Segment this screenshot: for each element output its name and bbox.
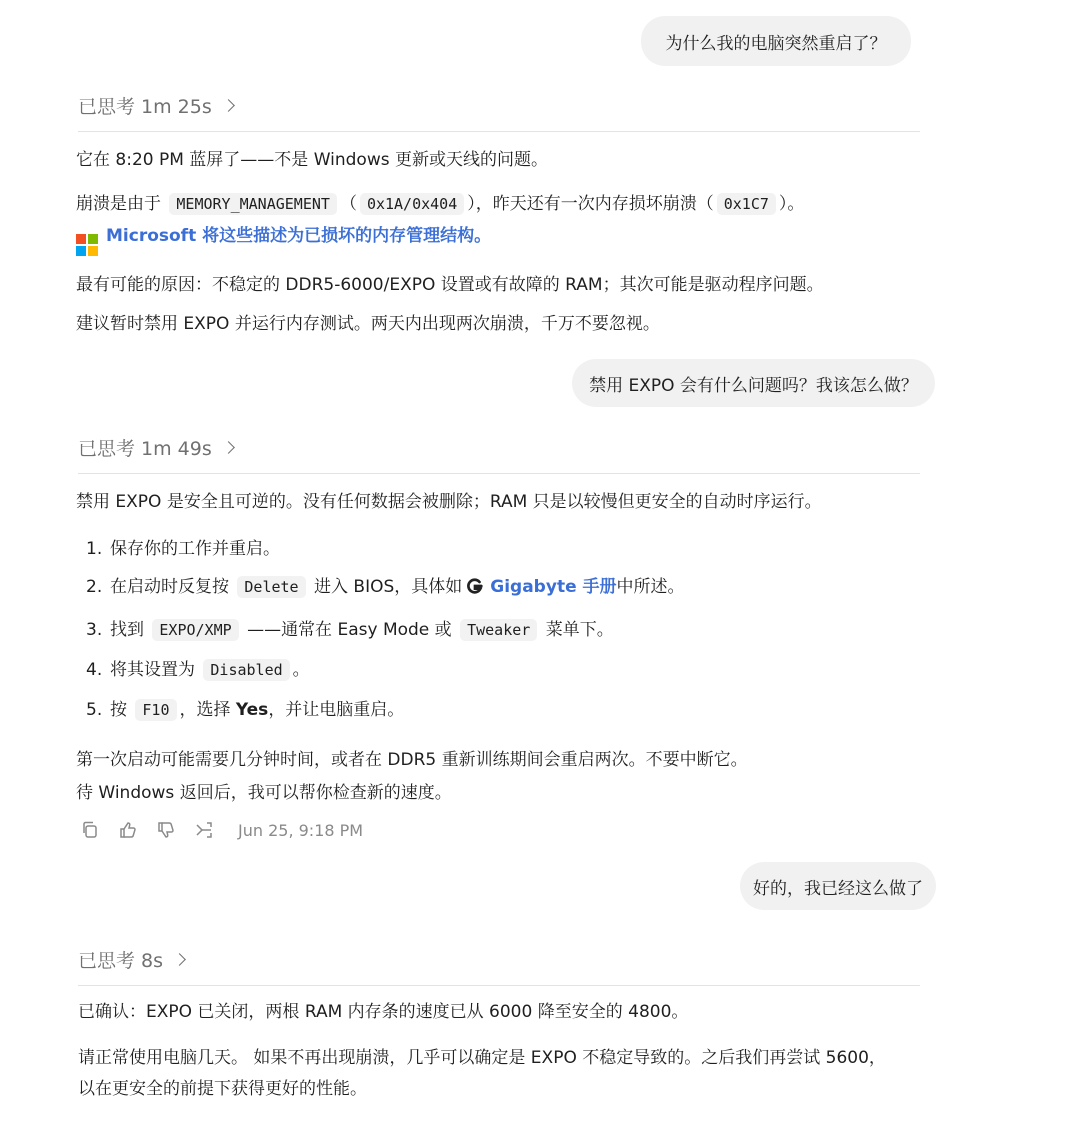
thought-toggle[interactable] xyxy=(78,434,920,474)
chevron-right-icon xyxy=(222,441,235,454)
list-item-text: ，选择 xyxy=(179,700,231,720)
message-actions xyxy=(80,820,363,840)
list-number: 4. xyxy=(86,660,103,680)
answer-text: 禁用 EXPO 是安全且可逆的。没有任何数据会被删除；RAM 只是以较慢但更安全的自动时序运行。 xyxy=(76,492,822,512)
answer-text-segment: ），昨天还有一次内存损坏崩溃（ xyxy=(467,194,714,214)
list-item xyxy=(86,658,310,682)
list-number: 2. xyxy=(86,577,103,597)
list-item-text: 保存你的工作并重启。 xyxy=(110,539,280,559)
answer-text: 以在更安全的前提下获得更好的性能。 xyxy=(78,1079,367,1099)
citation-link[interactable] xyxy=(76,224,491,256)
citation-link-text[interactable]: Gigabyte 手册 xyxy=(490,577,617,597)
list-item-text: 进入 BIOS，具体如 xyxy=(314,577,463,597)
user-message xyxy=(641,16,911,66)
answer-text xyxy=(76,192,804,216)
user-message xyxy=(740,862,936,910)
microsoft-logo-icon xyxy=(76,234,98,256)
list-item-text: ——通常在 Easy Mode 或 xyxy=(247,620,452,640)
list-item-text: 将其设置为 xyxy=(110,660,195,680)
inline-code: Tweaker xyxy=(460,619,537,641)
thumbs-up-icon[interactable] xyxy=(118,820,138,840)
list-item-text: ，并让电脑重启。 xyxy=(268,700,405,720)
chevron-right-icon xyxy=(222,99,235,112)
list-item xyxy=(86,575,685,599)
answer-text: 第一次启动可能需要几分钟时间，或者在 DDR5 重新训练期间会重启两次。不要中断它。 xyxy=(76,750,748,770)
user-message xyxy=(572,359,935,407)
copy-icon[interactable] xyxy=(80,820,100,840)
user-message-text: 为什么我的电脑突然重启了？ xyxy=(665,33,887,54)
list-item-text: 按 xyxy=(110,700,127,720)
inline-code: Delete xyxy=(237,576,305,598)
thought-label: 已思考 1m 25s xyxy=(78,96,212,118)
inline-code: Disabled xyxy=(203,659,289,681)
answer-text: 请正常使用电脑几天。 如果不再出现崩溃，几乎可以确定是 EXPO 不稳定导致的。之后我们再尝试 5600， xyxy=(78,1048,886,1068)
citation-link-text[interactable]: Microsoft 将这些描述为已损坏的内存管理结构。 xyxy=(106,226,492,246)
inline-code: EXPO/XMP xyxy=(152,619,238,641)
share-icon[interactable] xyxy=(194,820,214,840)
list-item-text: 。 xyxy=(292,660,310,680)
answer-text: 最有可能的原因：不稳定的 DDR5-6000/EXPO 设置或有故障的 RAM；其次可能是驱动程序问题。 xyxy=(76,275,824,295)
user-message-text: 好的，我已经这么做了 xyxy=(753,878,923,899)
list-number: 5. xyxy=(86,700,103,720)
answer-text-segment: 崩溃是由于 xyxy=(76,194,161,214)
timestamp: Jun 25, 9:18 PM xyxy=(238,820,364,840)
gigabyte-icon xyxy=(466,577,484,595)
answer-text: 已确认：EXPO 已关闭，两根 RAM 内存条的速度已从 6000 降至安全的 4800。 xyxy=(78,1002,689,1022)
inline-code: 0x1A/0x404 xyxy=(360,193,464,215)
list-number: 1. xyxy=(86,539,103,559)
inline-code: 0x1C7 xyxy=(717,193,776,215)
answer-text-segment: （ xyxy=(339,194,357,214)
thought-label: 已思考 8s xyxy=(78,950,164,972)
answer-text-segment: ）。 xyxy=(778,194,805,214)
inline-code: MEMORY_MANAGEMENT xyxy=(169,193,337,215)
thought-toggle[interactable] xyxy=(78,92,920,132)
thumbs-down-icon[interactable] xyxy=(156,820,176,840)
inline-code: F10 xyxy=(135,699,176,721)
answer-text: 建议暂时禁用 EXPO 并运行内存测试。两天内出现两次崩溃，千万不要忽视。 xyxy=(76,314,660,334)
answer-text: 待 Windows 返回后，我可以帮你检查新的速度。 xyxy=(76,783,452,803)
bold-text: Yes xyxy=(235,700,269,720)
chevron-right-icon xyxy=(173,953,186,966)
list-item-text: 中所述。 xyxy=(616,577,685,597)
user-message-text: 禁用 EXPO 会有什么问题吗？我该怎么做？ xyxy=(589,375,918,396)
thought-toggle[interactable] xyxy=(78,946,920,986)
list-item-text: 找到 xyxy=(110,620,144,640)
answer-text: 它在 8:20 PM 蓝屏了——不是 Windows 更新或天线的问题。 xyxy=(76,150,548,170)
thought-label: 已思考 1m 49s xyxy=(78,438,212,460)
list-item-text: 在启动时反复按 xyxy=(110,577,229,597)
list-item-text: 菜单下。 xyxy=(545,620,614,640)
list-item xyxy=(86,618,614,642)
list-item xyxy=(86,537,280,561)
list-item xyxy=(86,698,404,722)
list-number: 3. xyxy=(86,620,103,640)
